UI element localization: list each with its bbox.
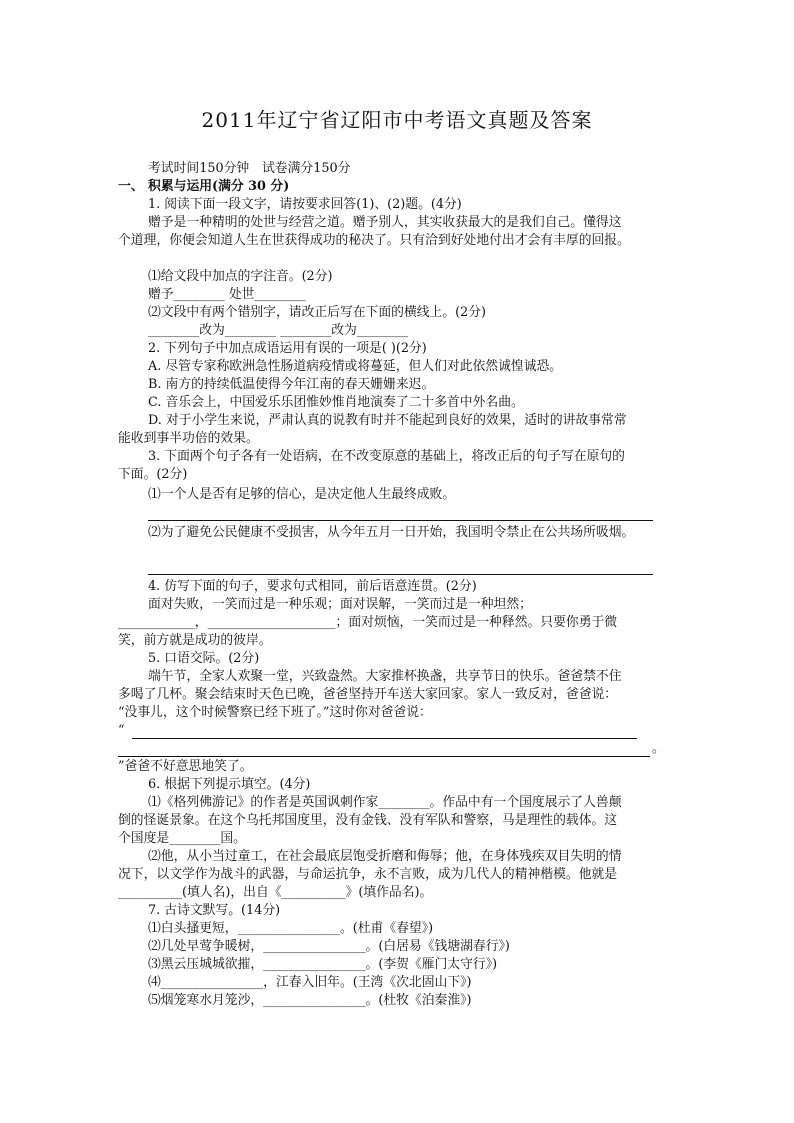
q2-option-d-cont: 能收到事半功倍的效果。 bbox=[118, 431, 259, 446]
section-heading: 一、 积累与运用(满分 30 分) bbox=[118, 179, 290, 194]
q5-scenario-cont: 多喝了几杯。聚会结束时天色已晚，爸爸坚持开车送大家回家。家人一致反对，爸爸说： bbox=[118, 687, 618, 702]
q5-prompt: 5. 口语交际。(2分) bbox=[148, 651, 260, 666]
q5-ending: ”爸爸不好意思地笑了。 bbox=[118, 759, 253, 774]
q6-sub2: ⑵他，从小当过童工，在社会最底层饱受折磨和侮辱；他，在身体残疾双目失明的情 bbox=[148, 849, 622, 864]
q7-prompt: 7. 古诗文默写。(14分) bbox=[148, 903, 281, 918]
q3-prompt: 3. 下面两个句子各有一处语病，在不改变原意的基础上，将改正后的句子写在原句的 bbox=[148, 449, 625, 464]
q5-open-quote: “ bbox=[118, 723, 125, 738]
q7-line-4: ⑷________________，江春入旧年。(王湾《次北固山下》) bbox=[148, 975, 472, 990]
answer-line bbox=[132, 738, 637, 739]
q4-prompt: 4. 仿写下面的句子，要求句式相同，前后语意连贯。(2分) bbox=[148, 579, 477, 594]
q6-prompt: 6. 根据下列提示填空。(4分) bbox=[148, 777, 311, 792]
q2-option-c: C. 音乐会上，中国爱乐乐团惟妙惟肖地演奏了二十多首中外名曲。 bbox=[148, 395, 524, 410]
answer-line bbox=[148, 574, 653, 575]
q5-end-mark: 。 bbox=[652, 741, 665, 756]
q7-line-5: ⑸烟笼寒水月笼沙，________________。(杜牧《泊秦淮》) bbox=[148, 993, 472, 1008]
q7-line-2: ⑵几处早莺争暖树，________________。(白居易《钱塘湖春行》) bbox=[148, 939, 510, 954]
answer-line bbox=[118, 756, 650, 757]
q2-option-a: A. 尽管专家称欧洲急性肠道病疫情或将蔓延，但人们对此依然诚惶诚恐。 bbox=[148, 359, 563, 374]
q1-prompt: 1. 阅读下面一段文字，请按要求回答(1)、(2)题。(4分) bbox=[148, 197, 462, 212]
document-title: 2011年辽宁省辽阳市中考语文真题及答案 bbox=[201, 108, 593, 132]
q1-sub1-blanks: 赠予________ 处世________ bbox=[148, 287, 306, 302]
q4-cont: 笑，前方就是成功的彼岸。 bbox=[118, 633, 272, 648]
q1-passage-line: 赠予是一种精明的处世与经营之道。赠予别人，其实收获最大的是我们自己。懂得这 bbox=[148, 215, 622, 230]
q6-sub2-cont: __________(填人名)，出自《__________》(填作品名)。 bbox=[118, 885, 433, 900]
q6-sub2-cont: 况下，以文学作为战斗的武器，与命运抗争，永不言败，成为几代人的精神楷模。他就是 bbox=[118, 867, 618, 882]
q4-example: 面对失败，一笑而过是一种乐观；面对误解，一笑而过是一种坦然； bbox=[148, 597, 532, 612]
q5-dad-quote: “没事儿，这个时候警察已经下班了。”这时你对爸爸说： bbox=[118, 705, 432, 720]
q1-sub1: ⑴给文段中加点的字注音。(2分) bbox=[148, 269, 333, 284]
q3-sentence-1: ⑴一个人是否有足够的信心，是决定他人生最终成败。 bbox=[148, 487, 456, 502]
exam-info: 考试时间150分钟 试卷满分150分 bbox=[148, 161, 351, 176]
q7-line-3: ⑶黑云压城城欲摧，________________。(李贺《雁门太守行》) bbox=[148, 957, 498, 972]
q1-sub2-blanks: ________改为________ ________改为________ bbox=[148, 323, 409, 338]
q6-sub1-cont: 个国度是________国。 bbox=[118, 831, 246, 846]
q1-sub2: ⑵文段中有两个错别字，请改正后写在下面的横线上。(2分) bbox=[148, 305, 487, 320]
q7-line-1: ⑴白头搔更短，________________。(杜甫《春望》) bbox=[148, 921, 434, 936]
q4-blanks: ____________，____________________；面对烦恼，一笑而过是一种释然。只要你勇于微 bbox=[118, 615, 618, 630]
q6-sub1: ⑴《格列佛游记》的作者是英国讽刺作家________。作品中有一个国度展示了人兽颠 bbox=[148, 795, 622, 810]
q3-sentence-2: ⑵为了避免公民健康不受损害，从今年五月一日开始，我国明令禁止在公共场所吸烟。 bbox=[148, 525, 635, 540]
q3-prompt-cont: 下面。(2分) bbox=[118, 467, 188, 482]
q2-option-d: D. 对于小学生来说，严肃认真的说教有时并不能起到良好的效果，适时的讲故事常常 bbox=[148, 413, 627, 428]
q5-scenario: 端午节，全家人欢聚一堂，兴致盎然。大家推杯换盏，共享节日的快乐。爸爸禁不住 bbox=[148, 669, 622, 684]
answer-line bbox=[148, 520, 653, 521]
q1-passage-line: 个道理，你便会知道人生在世获得成功的秘决了。只有洽到好处地付出才会有丰厚的回报。 bbox=[118, 233, 630, 248]
q2-prompt: 2. 下列句子中加点成语运用有误的一项是( )(2分) bbox=[148, 341, 427, 356]
q6-sub1-cont: 倒的怪诞景象。在这个乌托邦国度里，没有金钱、没有军队和警察，马是理性的载体。这 bbox=[118, 813, 618, 828]
q2-option-b: B. 南方的持续低温使得今年江南的春天姗姗来迟。 bbox=[148, 377, 435, 392]
